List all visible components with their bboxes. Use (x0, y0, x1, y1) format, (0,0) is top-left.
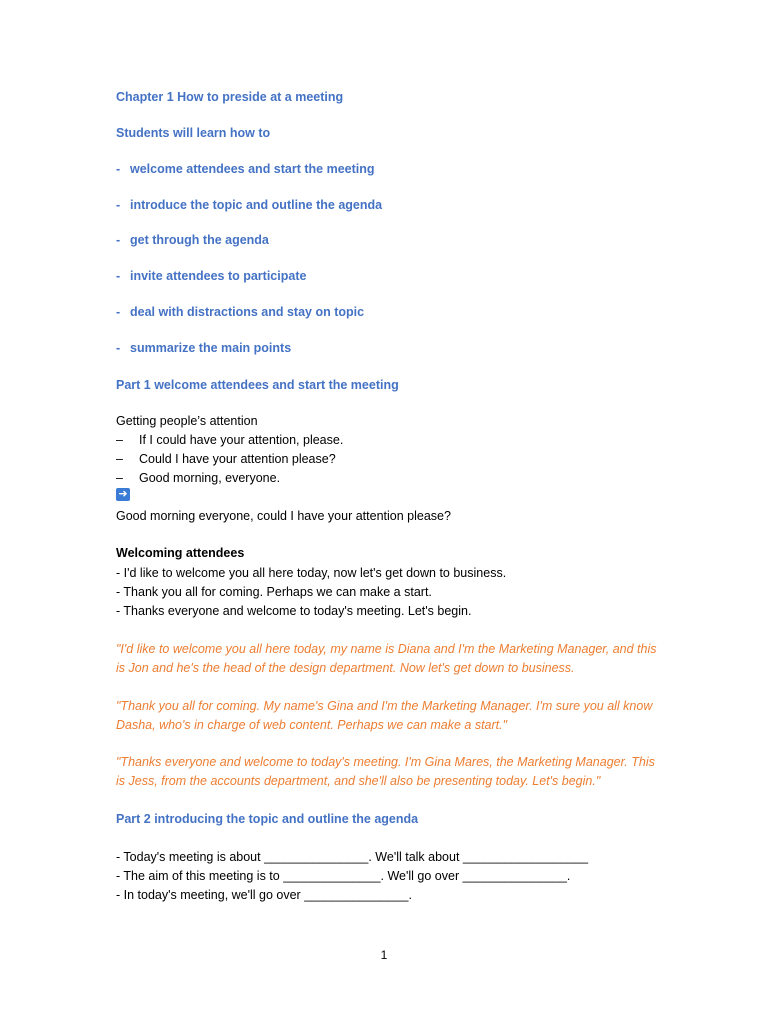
objective-item: - deal with distractions and stay on topic (116, 305, 365, 319)
objective-item: - invite attendees to participate (116, 269, 307, 283)
part2-title: Part 2 introducing the topic and outline the agenda (116, 812, 419, 826)
welcoming-heading: Welcoming attendees (116, 546, 245, 560)
objective-item: - get through the agenda (116, 233, 269, 247)
welcoming-item: - I'd like to welcome you all here today, now let's get down to business. (116, 566, 507, 580)
attention-item: – Could I have your attention please? (116, 452, 336, 466)
part1-title: Part 1 welcome attendees and start the meeting (116, 378, 399, 392)
example-paragraph-3-line-2: is Jess, from the accounts department, and she'll also be presenting today. Let's begin." (116, 774, 601, 788)
right-arrow-icon: ➜ (116, 488, 130, 501)
welcoming-item: - Thank you all for coming. Perhaps we can make a start. (116, 585, 432, 599)
objective-item: - welcome attendees and start the meeting (116, 162, 375, 176)
attention-combined: Good morning everyone, could I have your attention please? (116, 509, 451, 523)
attention-item: – If I could have your attention, please. (116, 433, 344, 447)
page-number: 1 (380, 948, 388, 962)
chapter-title: Chapter 1 How to preside at a meeting (116, 90, 344, 104)
example-paragraph-1-line-1: "I'd like to welcome you all here today, my name is Diana and I'm the Marketing Manager, and this (116, 642, 657, 656)
example-paragraph-2-line-2: Dasha, who's in charge of web content. Perhaps we can make a start." (116, 718, 508, 732)
part2-item: - Today's meeting is about _______________. We'll talk about __________________ (116, 850, 589, 864)
example-paragraph-1-line-2: is Jon and he's the head of the design department. Now let's get down to business. (116, 661, 575, 675)
objectives-intro: Students will learn how to (116, 126, 271, 140)
attention-heading: Getting people’s attention (116, 414, 258, 428)
part2-item: - In today's meeting, we'll go over _______________. (116, 888, 412, 902)
objective-item: - summarize the main points (116, 341, 292, 355)
part2-item: - The aim of this meeting is to ______________. We'll go over _______________. (116, 869, 571, 883)
example-paragraph-2-line-1: "Thank you all for coming. My name's Gina and I'm the Marketing Manager. I'm sure you all know (116, 699, 653, 713)
example-paragraph-3-line-1: "Thanks everyone and welcome to today's meeting. I'm Gina Mares, the Marketing Manager. This (116, 755, 655, 769)
objective-item: - introduce the topic and outline the agenda (116, 198, 383, 212)
attention-item: – Good morning, everyone. (116, 471, 281, 485)
welcoming-item: - Thanks everyone and welcome to today's meeting. Let's begin. (116, 604, 472, 618)
